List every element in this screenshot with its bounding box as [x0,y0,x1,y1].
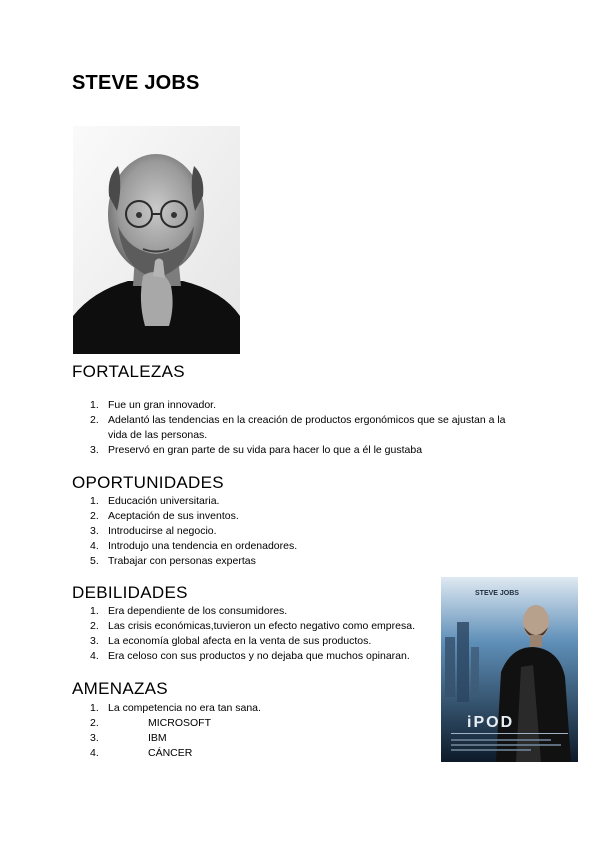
list-item: 5. Trabajar con personas expertas [90,555,256,567]
list-item: 1. La competencia no era tan sana. [90,702,261,714]
list-item: 3. Preservó en gran parte de su vida para hacer lo que a él le gustaba [90,444,423,456]
list-oportunidades [72,494,297,569]
list-item: 3. Introducirse al negocio. [90,525,217,537]
list-amenazas [72,701,261,761]
steve-jobs-portrait [73,126,240,354]
list-item: 4. Era celoso con sus productos y no dejaba que muchos opinaran. [90,650,410,662]
list-item: 1. Era dependiente de los consumidores. [90,605,288,617]
list-item: 3. La economía global afecta en la venta de sus productos. [90,635,372,647]
list-item: 2. Aceptación de sus inventos. [90,510,239,522]
heading-fortalezas: FORTALEZAS [72,362,185,381]
list-item: 4. Introdujo una tendencia en ordenadores. [90,540,298,552]
movie-poster-image [441,577,578,762]
poster-logo-text: iPOD [467,714,515,731]
list-item: 3. IBM [90,732,167,744]
list-item: 1. Fue un gran innovador. [90,399,216,411]
page-title: STEVE JOBS [72,72,200,94]
poster-top-text: STEVE JOBS [475,590,519,597]
list-item: 2. Adelantó las tendencias en la creación de productos ergonómicos que se ajustan a la vida de las personas. [90,414,506,441]
list-item: 1. Educación universitaria. [90,495,220,507]
list-item: 4. CÁNCER [90,747,193,759]
list-debilidades [72,604,415,664]
list-fortalezas [72,398,518,458]
heading-amenazas: AMENAZAS [72,679,168,698]
list-item: 2. MICROSOFT [90,717,211,729]
heading-debilidades: DEBILIDADES [72,583,188,602]
heading-oportunidades: OPORTUNIDADES [72,473,224,492]
list-item: 2. Las crisis económicas,tuvieron un efecto negativo como empresa. [90,620,415,632]
